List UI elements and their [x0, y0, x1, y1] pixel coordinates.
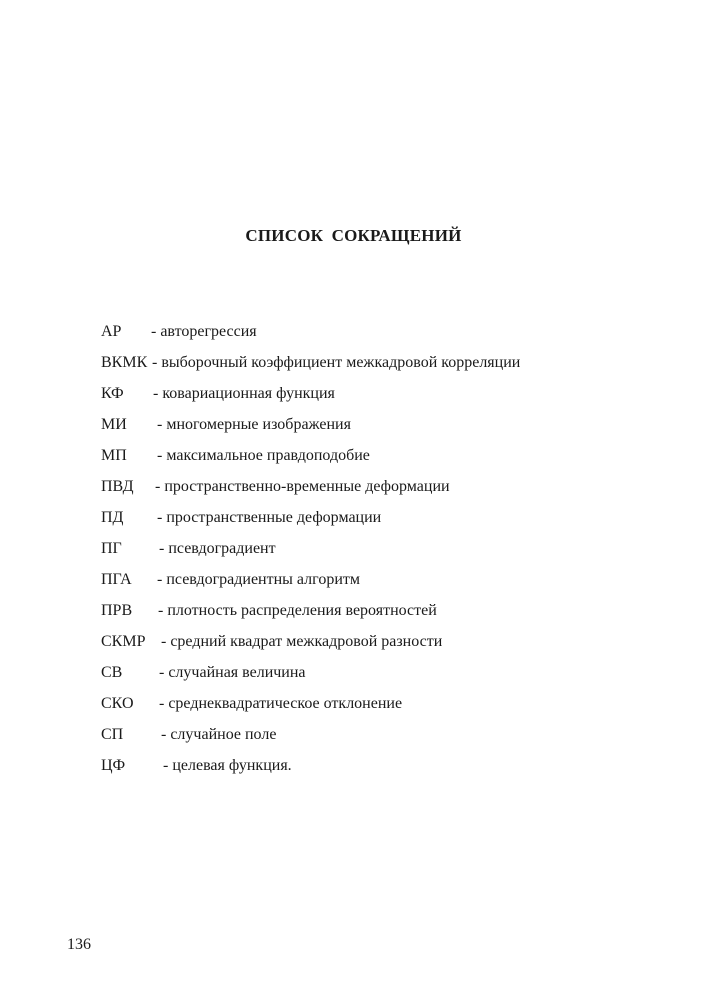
abbreviation-term: ПД [101, 509, 124, 526]
abbreviation-definition: - многомерные изображения [157, 416, 351, 433]
abbreviation-term: ПРВ [101, 602, 133, 619]
abbreviation-definition: - выборочный коэффициент межкадровой корреляции [152, 354, 521, 371]
abbreviation-term: ПГА [101, 571, 132, 588]
abbreviation-definition: - средний квадрат межкадровой разности [161, 633, 443, 650]
page-title: СПИСОК СОКРАЩЕНИЙ [245, 226, 462, 245]
abbreviation-definition: - плотность распределения вероятностей [158, 602, 437, 619]
abbreviation-definition: - случайная величина [159, 664, 306, 681]
abbreviation-definition: - среднеквадратическое отклонение [159, 695, 403, 712]
abbreviation-definition: - псевдоградиентны алгоритм [157, 571, 360, 588]
abbreviation-term: СКО [101, 695, 134, 712]
abbreviation-term: МП [101, 447, 127, 464]
abbreviation-definition: - случайное поле [161, 726, 277, 743]
abbreviation-term: ВКМК [101, 354, 148, 371]
abbreviation-term: КФ [101, 385, 124, 402]
abbreviation-definition: - авторегрессия [151, 323, 257, 340]
abbreviation-term: МИ [101, 416, 127, 433]
abbreviation-definition: - ковариационная функция [153, 385, 335, 402]
page-number: 136 [67, 936, 91, 953]
abbreviation-term: СВ [101, 664, 123, 681]
abbreviation-term: ПВД [101, 478, 134, 495]
abbreviation-definition: - целевая функция. [163, 757, 292, 774]
abbreviation-definition: - пространственные деформации [157, 509, 382, 526]
abbreviation-definition: - пространственно-временные деформации [155, 478, 450, 495]
abbreviation-term: АР [101, 323, 122, 340]
abbreviation-term: ЦФ [101, 757, 126, 774]
abbreviation-term: ПГ [101, 540, 122, 557]
abbreviation-definition: - максимальное правдоподобие [157, 447, 370, 464]
abbreviation-definition: - псевдоградиент [159, 540, 276, 557]
abbreviation-term: СП [101, 726, 124, 743]
abbreviation-term: СКМР [101, 633, 146, 650]
